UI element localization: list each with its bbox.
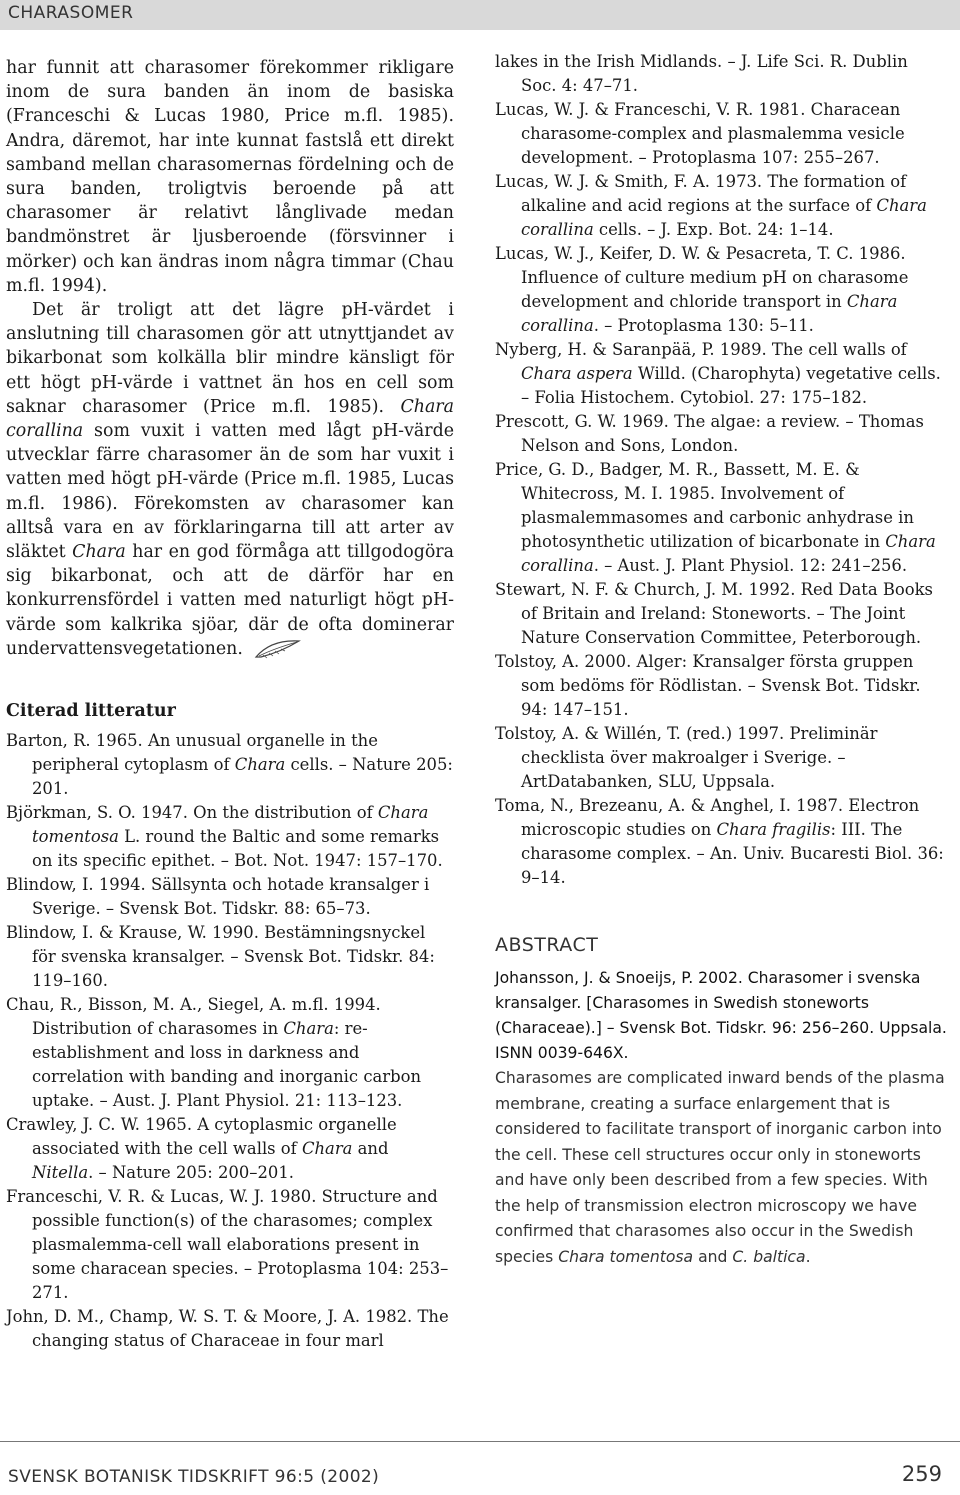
reference-text: Björkman, S. O. 1947. On the distribution of bbox=[6, 803, 378, 823]
p2-genus-italic: Chara bbox=[72, 542, 126, 563]
reference-item bbox=[495, 338, 947, 410]
reference-item bbox=[495, 578, 947, 650]
p2-species-italic: Chara corallina bbox=[6, 396, 454, 442]
reference-text: Nyberg, H. & Saranpää, P. 1989. The cell walls of bbox=[495, 340, 907, 359]
reference-item bbox=[495, 410, 947, 458]
reference-text: Chau, R., Bisson, M. A., Siegel, A. m.fl. 1994. Distribution of charasomes in bbox=[6, 995, 381, 1039]
reference-text: . – Aust. J. Plant Physiol. 12: 241–256. bbox=[593, 556, 908, 575]
reference-italic: Chara bbox=[234, 755, 286, 775]
reference-item bbox=[495, 458, 947, 578]
reference-item bbox=[495, 650, 947, 722]
reference-text: and bbox=[352, 1139, 389, 1159]
reference-text: Blindow, I. & Krause, W. 1990. Bestämningsnyckel för svenska kransalger. – Svensk Bot. Tidskr. 84: 119–160. bbox=[6, 923, 435, 991]
reference-text: cells. – J. Exp. Bot. 24: 1–14. bbox=[593, 220, 834, 239]
abstract-text-c: and bbox=[693, 1247, 733, 1266]
reference-item bbox=[6, 993, 454, 1113]
reference-italic: Chara corallina bbox=[521, 532, 936, 575]
abstract-heading: ABSTRACT bbox=[495, 934, 599, 956]
reference-text: . – Nature 205: 200–201. bbox=[88, 1163, 294, 1183]
reference-text: Tolstoy, A. 2000. Alger: Kransalger första gruppen som bedöms för Rödlistan. – Svensk Bot. Tidskr. 94: 147–151. bbox=[495, 652, 921, 719]
footer-rule bbox=[0, 1441, 960, 1442]
reference-text: cells. – Nature 205: 201. bbox=[32, 755, 453, 799]
reference-italic: Chara corallina bbox=[521, 196, 927, 239]
reference-item bbox=[6, 873, 454, 921]
reference-italic: Nitella bbox=[32, 1163, 89, 1183]
abstract-citation: Johansson, J. & Snoeijs, P. 2002. Charasomer i svenska kransalger. [Charasomes in Swedish stoneworts (Characeae).] – Svensk Bot. Tidskr. 96: 256–260. Uppsala. ISNN 0039-646X. bbox=[495, 969, 947, 1062]
section-title: CHARASOMER bbox=[8, 3, 134, 23]
reference-text: Prescott, G. W. 1969. The algae: a review. – Thomas Nelson and Sons, London. bbox=[495, 412, 924, 455]
running-header bbox=[0, 0, 960, 30]
reference-italic: Chara aspera bbox=[521, 364, 633, 383]
reference-item bbox=[6, 801, 454, 873]
reference-text: Lucas, W. J. & Smith, F. A. 1973. The formation of alkaline and acid regions at the surface of bbox=[495, 172, 907, 215]
page-number: 259 bbox=[901, 1462, 942, 1486]
abstract-text-e: . bbox=[805, 1247, 811, 1266]
reference-text: lakes in the Irish Midlands. – J. Life Sci. R. Dublin Soc. 4: 47–71. bbox=[495, 52, 908, 95]
right-column bbox=[495, 50, 947, 1270]
reference-text: Toma, N., Brezeanu, A. & Anghel, I. 1987. Electron microscopic studies on bbox=[495, 796, 920, 839]
reference-text: Franceschi, V. R. & Lucas, W. J. 1980. Structure and possible function(s) of the charasomes; complex plasmalemma-cell wall elaborations present in some characean species. – Protoplasma 104: 253–271. bbox=[6, 1187, 449, 1303]
quill-end-mark-icon bbox=[253, 638, 301, 660]
reference-text: Blindow, I. 1994. Sällsynta och hotade kransalger i Sverige. – Svensk Bot. Tidskr. 88: 65–73. bbox=[6, 875, 430, 919]
reference-text: . – Protoplasma 130: 5–11. bbox=[593, 316, 814, 335]
reference-italic: Chara corallina bbox=[521, 292, 898, 335]
body-paragraph-1: har funnit att charasomer förekommer rikligare inom de sura banden än inom de basiska (Franceschi & Lucas 1980, Price m.fl. 1985). Andra, däremot, har inte kunnat fastslå ett direkt samband mellan charasomernas fördelning och de sura banden, troligtvis beroende på att charasomer är relativt långlivade medan bandmönstret är ljusberoende (försvinner i mörker) och kan ändras inom några timmar (Chau m.fl. 1994). bbox=[6, 58, 454, 296]
left-column bbox=[6, 56, 454, 1353]
reference-item bbox=[6, 921, 454, 993]
references-list-right bbox=[495, 50, 947, 890]
abstract-text bbox=[495, 1066, 947, 1270]
reference-text: Price, G. D., Badger, M. R., Bassett, M. E. & Whitecross, M. I. 1985. Involvement of plasmalemmasomes and carbonic anhydrase in photosynthetic utilization of bicarbonate in bbox=[495, 460, 914, 551]
reference-text: Lucas, W. J. & Franceschi, V. R. 1981. Characean charasome-complex and plasmalemma vesicle development. – Protoplasma 107: 255–267. bbox=[495, 100, 905, 167]
footer-journal: SVENSK BOTANISK TIDSKRIFT 96:5 (2002) bbox=[8, 1467, 380, 1487]
reference-item bbox=[495, 98, 947, 170]
reference-text: Crawley, J. C. W. 1965. A cytoplasmic organelle associated with the cell walls of bbox=[6, 1115, 397, 1159]
reference-item bbox=[6, 729, 454, 801]
reference-text: John, D. M., Champ, W. S. T. & Moore, J. A. 1982. The changing status of Characeae in four marl bbox=[6, 1307, 449, 1351]
p2-text-c: som vuxit i vatten med lågt pH-värde utvecklar färre charasomer än de som har vuxit i vatten med högt pH-värde (Price m.fl. 1985, Lucas m.fl. 1986). Förekomsten av charasomer kan alltså vara en av förklaringarna till att arter av släktet bbox=[6, 421, 454, 563]
abstract-text-a: Charasomes are complicated inward bends of the plasma membrane, creating a surface enlargement that is considered to facilitate transport of inorganic carbon into the cell. These cell structures occur only in stoneworts and have only been described from a few species. With the help of transmission electron microscopy we have confirmed that charasomes also occur in the Swedish species bbox=[495, 1069, 945, 1266]
reference-text: Barton, R. 1965. An unusual organelle in the peripheral cytoplasm of bbox=[6, 731, 378, 775]
references-heading: Citerad litteratur bbox=[6, 701, 176, 722]
reference-text: : re-establishment and loss in darkness and correlation with banding and inorganic carbon uptake. – Aust. J. Plant Physiol. 21: 113–123. bbox=[32, 1019, 422, 1111]
references-list-left bbox=[6, 729, 454, 1353]
reference-text: Stewart, N. F. & Church, J. M. 1992. Red Data Books of Britain and Ireland: Stoneworts. – The Joint Nature Conservation Committee, Peterborough. bbox=[495, 580, 933, 647]
p2-text-a: Det är troligt att det lägre pH-värdet i anslutning till charasomen gör att utnyttjandet av bikarbonat som kolkälla blir mindre känsligt för ett högt pH-värde i vattnet än hos en cell som saknar charasomer (Price m.fl. 1985). bbox=[6, 300, 454, 417]
reference-text: Lucas, W. J., Keifer, D. W. & Pesacreta, T. C. 1986. Influence of culture medium pH on charasome development and chloride transport in bbox=[495, 244, 909, 311]
reference-italic: Chara bbox=[301, 1139, 353, 1159]
reference-item bbox=[495, 170, 947, 242]
reference-item bbox=[495, 50, 947, 98]
reference-item bbox=[495, 722, 947, 794]
reference-text: Willd. (Charophyta) vegetative cells. – Folia Histochem. Cytobiol. 27: 175–182. bbox=[521, 364, 941, 407]
reference-item bbox=[6, 1113, 454, 1185]
body-paragraph-2 bbox=[6, 298, 454, 661]
reference-text: L. round the Baltic and some remarks on its specific epithet. – Bot. Not. 1947: 157–170. bbox=[32, 827, 443, 871]
reference-italic: Chara fragilis bbox=[716, 820, 831, 839]
reference-italic: Chara tomentosa bbox=[32, 803, 429, 847]
reference-text: : III. The charasome complex. – An. Univ. Bucaresti Biol. 36: 9–14. bbox=[521, 820, 944, 887]
reference-item bbox=[495, 794, 947, 890]
reference-text: Tolstoy, A. & Willén, T. (red.) 1997. Preliminär checklista över makroalger i Sverige. – ArtDatabanken, SLU, Uppsala. bbox=[495, 724, 878, 791]
reference-item bbox=[6, 1305, 454, 1353]
reference-item bbox=[6, 1185, 454, 1305]
abstract-species-2: C. baltica bbox=[732, 1247, 806, 1266]
reference-item bbox=[495, 242, 947, 338]
reference-italic: Chara bbox=[283, 1019, 334, 1039]
abstract-species-1: Chara tomentosa bbox=[558, 1247, 694, 1266]
p2-text-e: har en god förmåga att tillgodogöra sig bikarbonat, och att de därför har en konkurrensfördel i vatten med naturligt högt pH-värde som kalkrika sjöar, där de ofta dominerar undervattensvegetationen. bbox=[6, 542, 454, 659]
